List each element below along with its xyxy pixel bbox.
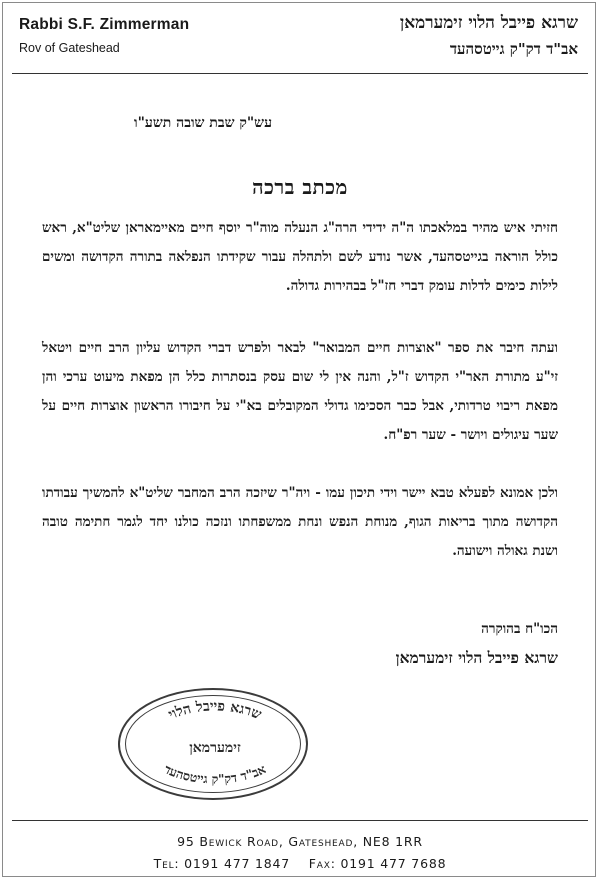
footer-address: 95 Bewick Road, Gateshead, NE8 1RR [177, 834, 423, 849]
rabbi-name-english: Rabbi S.F. Zimmerman [19, 16, 190, 33]
letter-paragraph-3: ולכן אמונא לפעלא טבא יישר וידי תיכון עמו - ויה"ר שיזכה הרב המחבר שליט"א להמשיך עבודתו הקדושה מתוך בריאות הגוף, מנוחת הנפש ונחת ממשפחתו ונזכה כולנו יחד לגמר חתימה טובה ושנת גאולה וישועה. [42, 485, 558, 559]
rabbi-title-english: Rov of Gateshead [19, 41, 120, 55]
rabbi-name-hebrew: שרגא פייבל הלוי זימערמאן [399, 13, 578, 33]
letter-date: עש"ק שבת שובה תשע"ו [134, 115, 272, 131]
letter-paragraph-1: חזיתי איש מהיר במלאכתו ה"ה ידידי הרה"ג הנעלה מוה"ר יוסף חיים מאיימאראן שליט"א, ראש כולל הוראה בגייטסהעד, אשר נודע לשם ולתהלה עבור שקידתו הנפלאה בתורה הקדושה ומשים לילות כימים לדלות עומק דברי חז"ל בבהירות גדולה. [42, 220, 558, 294]
letter-closing: הכו"ח בהוקרה [481, 621, 558, 637]
header-divider [12, 73, 588, 74]
letter-signature: שרגא פייבל הלוי זימערמאן [395, 648, 558, 667]
stamp-line-1: שרגא פייבל הלוי [166, 698, 264, 724]
letter-paragraph-2: ועתה חיבר את ספר "אוצרות חיים המבואר" לבאר ולפרש דברי הקדוש עליון הרב חיים ויטאל זי"ע מתורת האר"י הקדוש ז"ל, והנה אין לי שום עסק בנסתרות כלל הן מפאת מיעוט ערכי והן מפאת ריבוי טרדותי, אבל כבר הסכימו גדולי המקובלים בא"י על חיבורו הראשון אוצרות חיים על שער עיגולים ויושר - שער רפ"ח. [42, 340, 558, 443]
header-hebrew [400, 13, 578, 59]
stamp-line-3: אב"ד דק"ק גייטסהעד [161, 761, 269, 787]
footer-tel: Tel: 0191 477 1847 [153, 856, 291, 871]
stamp-line-2: זימערמאן [189, 740, 241, 756]
stamp-lettering [120, 690, 310, 802]
rabbinical-stamp [118, 688, 308, 800]
letter-title: מכתב ברכה [252, 175, 348, 199]
footer-contact [0, 856, 600, 871]
rabbi-title-hebrew: אב"ד דק"ק גייטסהעד [449, 40, 578, 58]
footer-fax: Fax: 0191 477 7688 [308, 856, 447, 871]
header-english [19, 16, 189, 55]
footer-divider [12, 820, 588, 821]
